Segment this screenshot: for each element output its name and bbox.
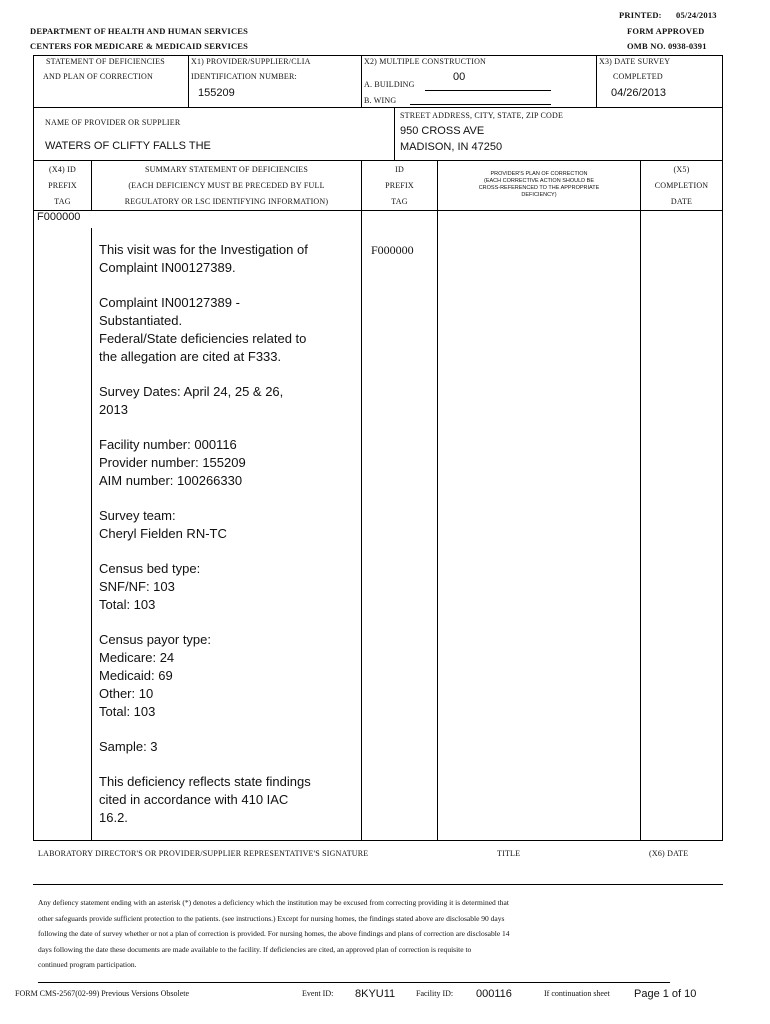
paragraph-survey-team: Survey team: Cheryl Fielden RN-TC	[99, 508, 227, 541]
footnote-rule	[38, 982, 670, 983]
id-header-2: PREFIX	[385, 181, 414, 190]
provider-name-label: NAME OF PROVIDER OR SUPPLIER	[45, 118, 181, 127]
id-header-3: TAG	[391, 197, 408, 206]
centers-title: CENTERS FOR MEDICARE & MEDICAID SERVICES	[30, 41, 249, 51]
plan-header	[438, 171, 640, 199]
building-label: A. BUILDING	[364, 80, 415, 89]
footnote-line-2: other safeguards provide sufficient protection to the patients. (see instructions.) Except for nursing homes, the findings stated above are disclosable 90 days	[38, 913, 505, 923]
survey-date-value: 04/26/2013	[611, 87, 667, 99]
address-label: STREET ADDRESS, CITY, STATE, ZIP CODE	[400, 111, 564, 120]
plan-header-1: PROVIDER'S PLAN OF CORRECTION	[490, 171, 588, 177]
x3-label-2: COMPLETED	[613, 72, 663, 81]
provider-name-value: WATERS OF CLIFTY FALLS THE	[45, 140, 211, 152]
omb-number: OMB NO. 0938-0391	[627, 41, 707, 51]
address-line-2: MADISON, IN 47250	[400, 141, 503, 153]
statement-label-2: AND PLAN OF CORRECTION	[43, 72, 153, 81]
x4-header-1: (X4) ID	[49, 165, 76, 174]
left-tag: F000000	[37, 211, 81, 223]
title-label: TITLE	[497, 849, 521, 858]
plan-header-3: CROSS-REFERENCED TO THE APPROPRIATE	[478, 185, 600, 191]
footnote-line-5: continued program participation.	[38, 960, 137, 969]
paragraph-census-bed: Census bed type: SNF/NF: 103 Total: 103	[99, 561, 201, 612]
id-header-1: ID	[395, 165, 404, 174]
paragraph-census-payor: Census payor type: Medicare: 24 Medicaid: 69 Other: 10 Total: 103	[99, 632, 212, 719]
facility-id-value: 000116	[476, 988, 512, 1000]
address-line-1: 950 CROSS AVE	[400, 125, 485, 137]
footnote-line-3: following the date of survey whether or not a plan of correction is provided. For nursing homes, the above findings and plans of correction are disclosable 14	[38, 929, 510, 938]
summary-header-2: (EACH DEFICIENCY MUST BE PRECEDED BY FULL	[128, 181, 325, 190]
x1-label-1: X1) PROVIDER/SUPPLIER/CLIA	[191, 57, 311, 66]
event-id-value: 8KYU11	[355, 988, 396, 1000]
footnote-line-4: days following the date these documents are made available to the facility. If deficiencies are cited, an approved plan of correction is requisite to	[38, 944, 472, 954]
department-title: DEPARTMENT OF HEALTH AND HUMAN SERVICES	[30, 26, 249, 36]
paragraph-state-findings: This deficiency reflects state findings cited in accordance with 410 IAC 16.2.	[99, 774, 311, 825]
page-number: Page 1 of 10	[634, 988, 697, 1000]
x5-header-2: COMPLETION	[654, 181, 709, 190]
x4-header-2: PREFIX	[48, 181, 77, 190]
paragraph-sample: Sample: 3	[99, 739, 158, 754]
x6-date-label: (X6) DATE	[649, 849, 689, 858]
provider-id-value: 155209	[198, 87, 235, 99]
form-number: FORM CMS-2567(02-99) Previous Versions Obsolete	[15, 989, 190, 998]
x1-label-2: IDENTIFICATION NUMBER:	[191, 72, 297, 81]
summary-header-3: REGULATORY OR LSC IDENTIFYING INFORMATION)	[124, 197, 329, 206]
paragraph-survey-dates: Survey Dates: April 24, 25 & 26, 2013	[99, 384, 284, 417]
x5-header-3: DATE	[670, 197, 693, 206]
paragraph-complaint: Complaint IN00127389 - Substantiated. Federal/State deficiencies related to the allegation are cited at F333.	[99, 295, 307, 364]
footnote-line-1: Any defiency statement ending with an asterisk (*) denotes a deficiency which the institution may be excused from correcting providing it is determined that	[38, 898, 509, 907]
statement-label-1: STATEMENT OF DEFICIENCIES	[46, 57, 165, 66]
paragraph-visit: This visit was for the Investigation of Complaint IN00127389.	[99, 242, 308, 275]
signature-label: LABORATORY DIRECTOR'S OR PROVIDER/SUPPLIER REPRESENTATIVE'S SIGNATURE	[38, 849, 369, 858]
footnote	[38, 895, 718, 973]
summary-header-1: SUMMARY STATEMENT OF DEFICIENCIES	[144, 165, 309, 174]
event-id-label: Event ID:	[302, 989, 334, 998]
printed-label: PRINTED:	[619, 10, 662, 20]
x2-label: X2) MULTIPLE CONSTRUCTION	[364, 57, 487, 66]
wing-label: B. WING	[364, 96, 397, 105]
plan-header-2: (EACH CORRECTIVE ACTION SHOULD BE	[483, 178, 595, 184]
paragraph-facility-numbers: Facility number: 000116 Provider number: 155209 AIM number: 100266330	[99, 437, 246, 488]
x5-header-1: (X5)	[673, 165, 690, 174]
x4-header-3: TAG	[54, 197, 71, 206]
form-approved: FORM APPROVED	[627, 26, 705, 36]
summary-statement	[99, 241, 359, 844]
continuation-label: If continuation sheet	[544, 989, 610, 998]
x3-label-1: X3) DATE SURVEY	[599, 57, 671, 66]
plan-header-4: DEFICIENCY)	[521, 192, 557, 198]
facility-id-label: Facility ID:	[416, 989, 454, 998]
id-tag: F000000	[371, 243, 414, 257]
printed-date: 05/24/2013	[676, 10, 717, 20]
signature-divider	[33, 884, 723, 885]
building-value: 00	[453, 71, 466, 83]
